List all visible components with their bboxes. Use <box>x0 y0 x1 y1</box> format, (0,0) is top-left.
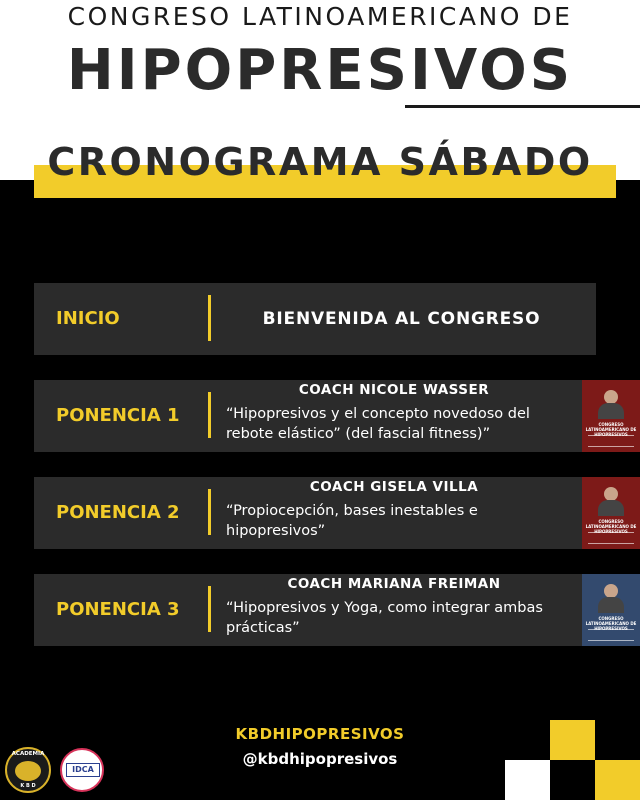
talk-title: “Hipopresivos y Yoga, como integrar ambas prácticas” <box>226 600 543 636</box>
thumbnail-lines <box>588 629 634 641</box>
schedule-row-ponencia-2 <box>34 477 596 549</box>
thumbnail-lines <box>588 532 634 544</box>
academia-kbd-logo <box>5 747 51 793</box>
row-divider <box>208 489 211 535</box>
talk-title: “Hipopresivos y el concepto novedoso del rebote elástico” (del fascial fitness)” <box>226 406 530 442</box>
logo-kbd-top-text: ACADEMIA <box>11 751 45 757</box>
speaker-photo-body <box>598 597 624 613</box>
idca-logo <box>60 748 104 792</box>
speaker-name: COACH MARIANA FREIMAN <box>287 576 501 592</box>
thumbnail-title: CONGRESO LATINOAMERICANO DE HIPOPRESIVOS <box>585 616 637 631</box>
checker-square <box>595 760 640 800</box>
checker-square <box>550 720 595 760</box>
schedule-row-label: PONENCIA 3 <box>56 599 180 620</box>
logo-idca-text: IDCA <box>66 763 100 777</box>
title-underline <box>405 105 640 108</box>
social-handle-lower: @kbdhipopresivos <box>242 750 398 768</box>
speaker-thumbnail-3 <box>582 574 640 646</box>
speaker-photo-head <box>604 487 618 501</box>
row-divider <box>208 586 211 632</box>
schedule-row-ponencia-1 <box>34 380 596 452</box>
logo-kbd-bottom-text: K B D <box>20 783 36 789</box>
schedule-row-ponencia-3 <box>34 574 596 646</box>
thumbnail-title: CONGRESO LATINOAMERICANO DE HIPOPRESIVOS <box>585 519 637 534</box>
page-title: HIPOPRESIVOS <box>66 38 574 103</box>
page-subtitle: CRONOGRAMA SÁBADO <box>47 140 593 184</box>
welcome-text: BIENVENIDA AL CONGRESO <box>262 309 541 329</box>
row-divider <box>208 295 211 341</box>
schedule-row-inicio <box>34 283 596 355</box>
thumbnail-title: CONGRESO LATINOAMERICANO DE HIPOPRESIVOS <box>585 422 637 437</box>
speaker-photo-body <box>598 403 624 419</box>
row-divider <box>208 392 211 438</box>
speaker-thumbnail-2 <box>582 477 640 549</box>
schedule-row-label: PONENCIA 1 <box>56 405 180 426</box>
speaker-name: COACH GISELA VILLA <box>309 479 479 495</box>
social-handle-upper: KBDHIPOPRESIVOS <box>235 725 405 743</box>
speaker-thumbnail-1 <box>582 380 640 452</box>
speaker-photo-body <box>598 500 624 516</box>
schedule-row-label: PONENCIA 2 <box>56 502 180 523</box>
talk-title: “Propiocepción, bases inestables e hipopresivos” <box>226 503 478 539</box>
speaker-photo-head <box>604 390 618 404</box>
speaker-name: COACH NICOLE WASSER <box>298 382 490 398</box>
checker-square <box>505 760 550 800</box>
speaker-photo-head <box>604 584 618 598</box>
schedule-row-label: INICIO <box>56 308 120 329</box>
logo-kbd-emblem <box>15 761 41 781</box>
header-eyebrow: CONGRESO LATINOAMERICANO DE <box>67 2 573 31</box>
thumbnail-lines <box>588 435 634 447</box>
